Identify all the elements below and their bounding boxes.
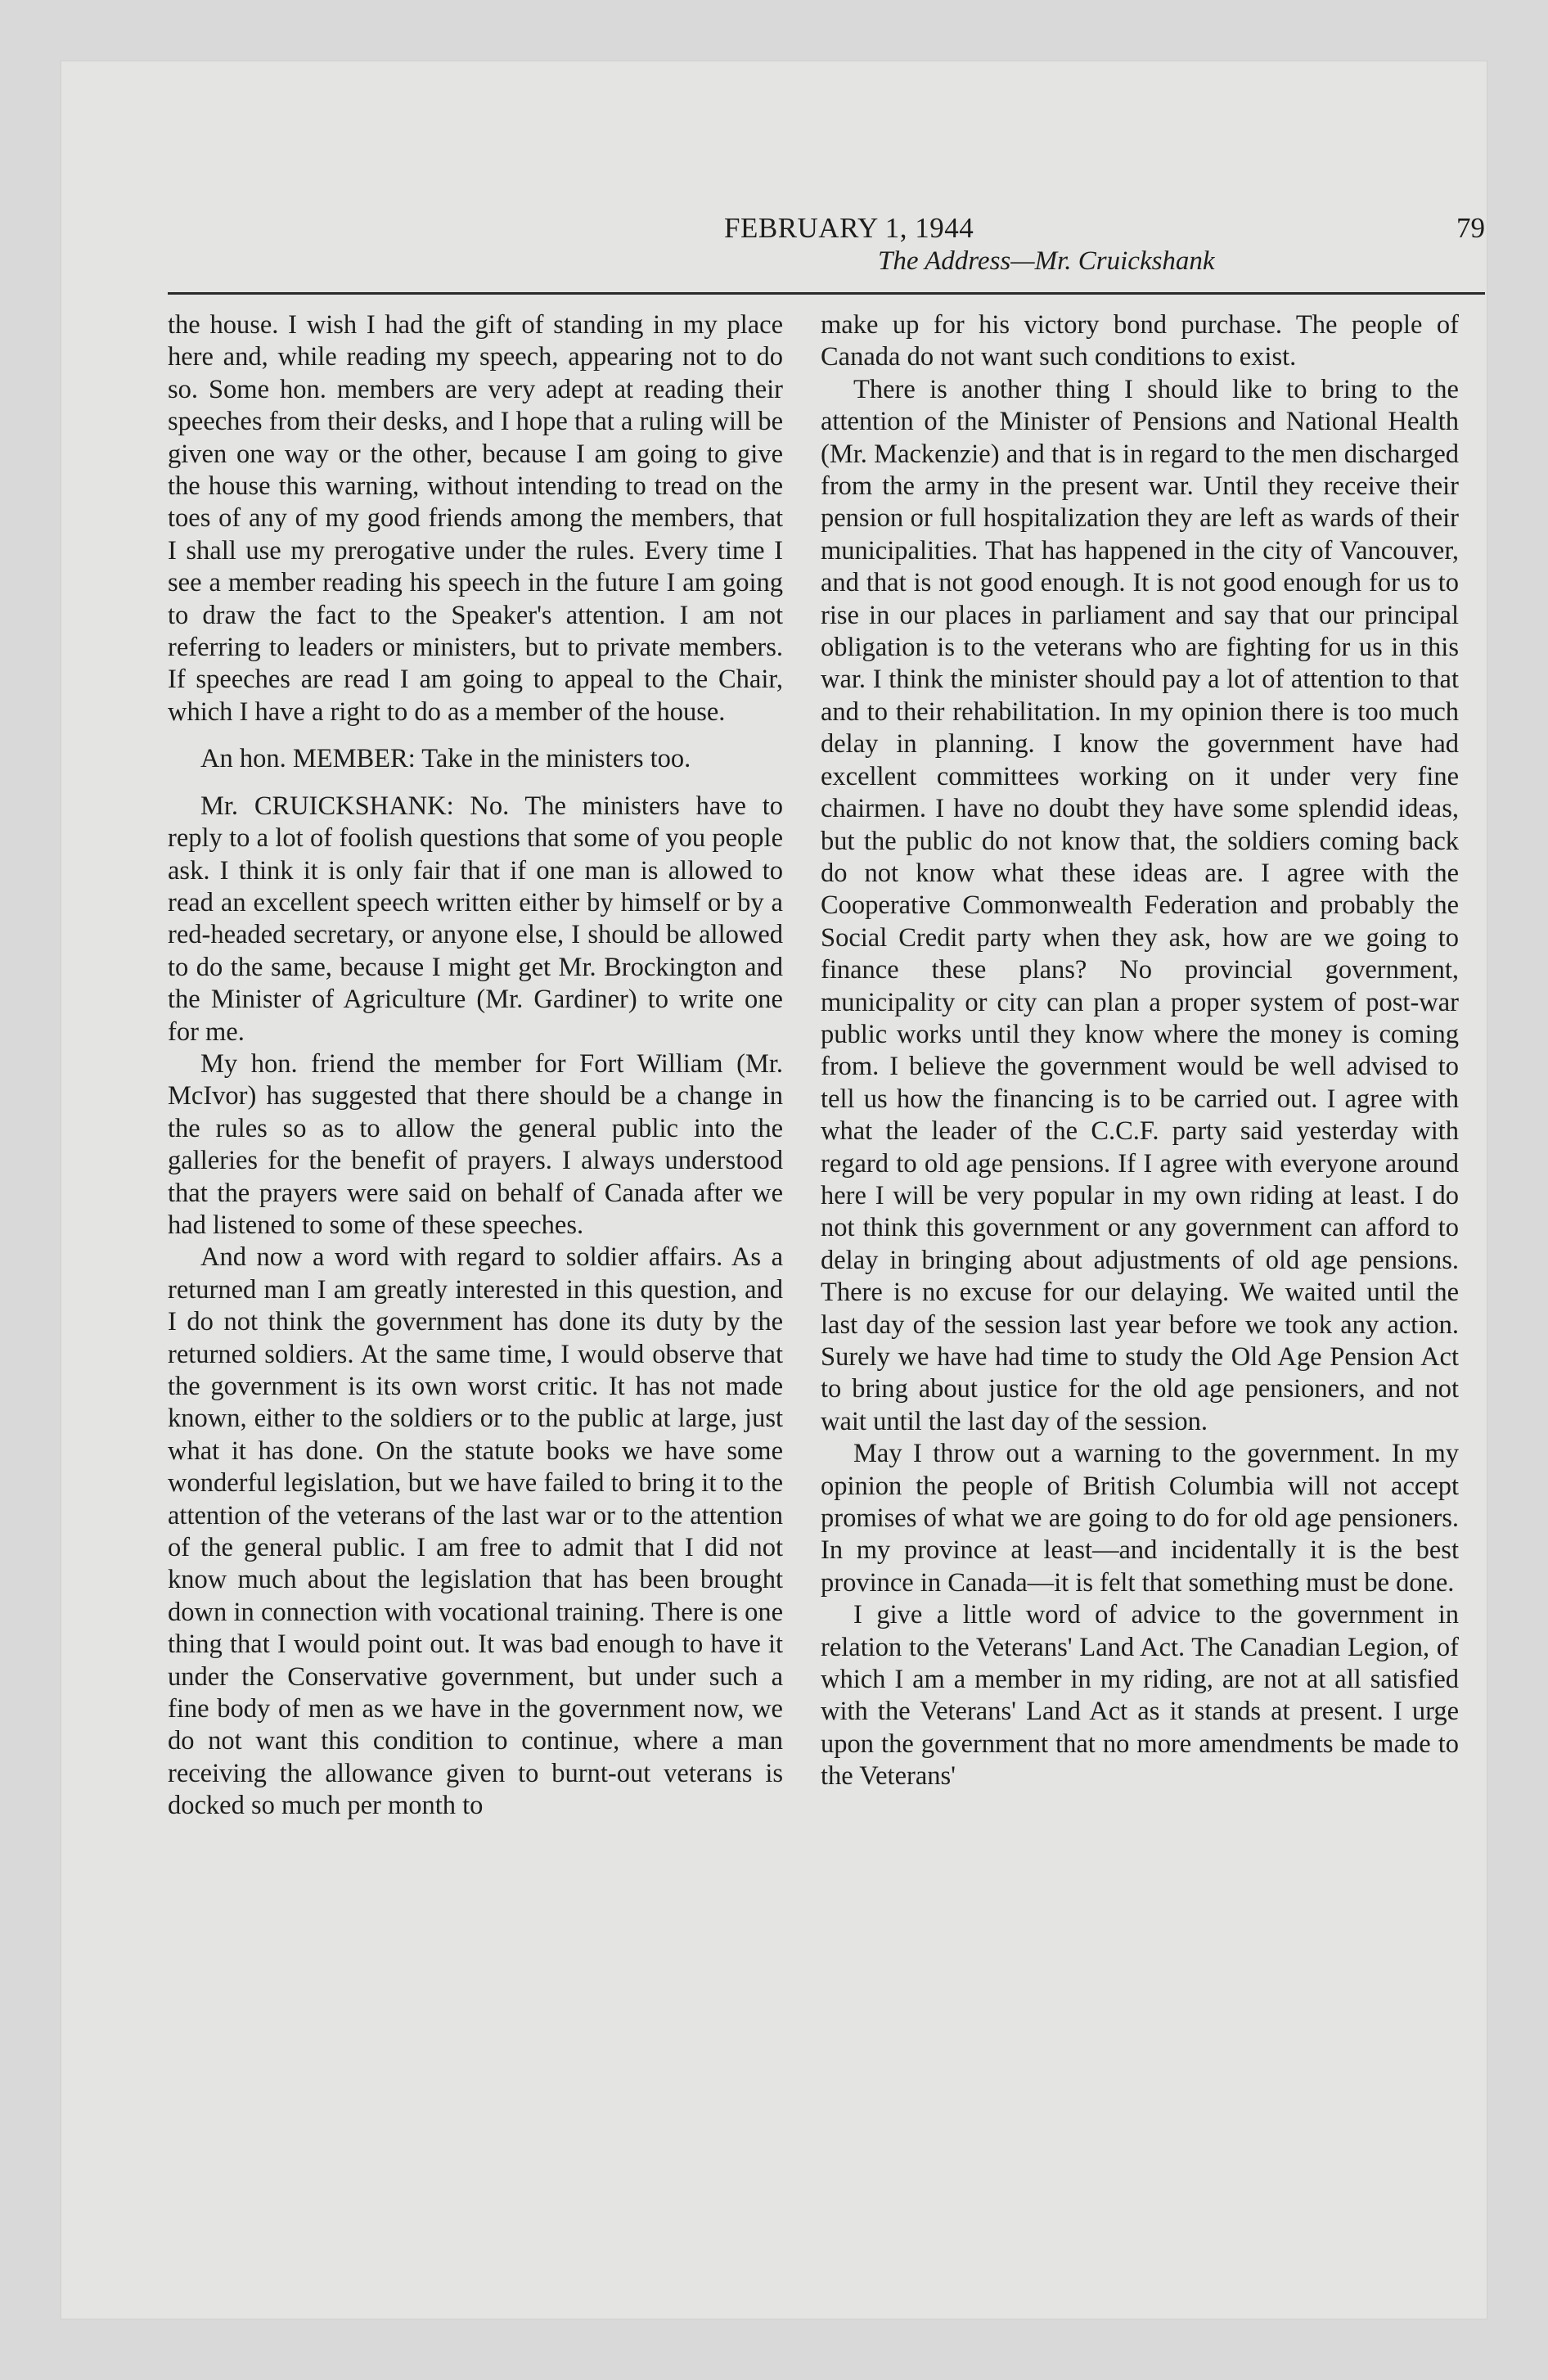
paragraph: the house. I wish I had the gift of standing in my place here and, while reading my speech, appearing not to do so. Some hon. members are very adept at reading their speeches from their desks, and I hope that a ruling will be given one way or the other, because I am going to give the house this warning, without intending to tread on the toes of any of my good friends among the members, that I shall use my prerogative under the rules. Every time I see a member reading his speech in the future I am going to draw the fact to the Speaker's attention. I am not referring to leaders or ministers, but to private members. If speeches are read I am going to appeal to the Chair, which I have a right to do as a member of the house. <box>168 310 783 727</box>
paragraph: And now a word with regard to soldier affairs. As a returned man I am greatly interested in this question, and I do not think the government has done its duty by the returned soldiers. At the same time, I would observe that the government is its own worst critic. It has not made known, either to the soldiers or to the public at large, just what it has done. On the statute books we have some wonderful legislation, but we have failed to bring it to the attention of the veterans of the last war or to the attention of the general public. I am free to admit that I did not know much about the legislation that has been brought down in connection with vocational training. There is one thing that I would point out. It was bad enough to have it under the Conservative government, but under such a fine body of men as we have in the government now, we do not want this condition to continue, where a man receiving the allowance given to burnt-out veterans is docked so much per month to <box>168 1242 783 1821</box>
right-column <box>821 309 1459 1793</box>
paragraph: Mr. CRUICKSHANK: No. The ministers have to reply to a lot of foolish questions that some of you people ask. I think it is only fair that if one man is allowed to read an excellent speech written either by himself or by a red-headed secretary, or anyone else, I should be allowed to do the same, because I might get Mr. Brockington and the Minister of Agriculture (Mr. Gardiner) to write one for me. <box>168 791 783 1047</box>
header-date: FEBRUARY 1, 1944 <box>724 212 974 244</box>
paragraph: I give a little word of advice to the government in relation to the Veterans' Land Act. The Canadian Legion, of which I am a member in my riding, are not at all satisfied with the Veterans' Land Act as it stands at present. I urge upon the government that no more amendments be made to the Veterans' <box>821 1600 1459 1792</box>
page-header <box>168 146 1485 294</box>
running-title: The Address—Mr. Cruickshank <box>878 246 1215 276</box>
paragraph: May I throw out a warning to the government. In my opinion the people of British Columbia will not accept promises of what we are going to do for old age pensioners. In my province at least—and incidentally it is the best province in Canada—it is felt that something must be done. <box>821 1439 1459 1598</box>
left-column <box>168 309 783 1823</box>
paragraph: There is another thing I should like to bring to the attention of the Minister of Pensions and National Health (Mr. Mackenzie) and that is in regard to the men discharged from the army in the present war. Until they receive their pension or full hospitalization they are left as wards of their municipalities. That has happened in the city of Vancouver, and that is not good enough. It is not good enough for us to rise in our places in parliament and say that our principal obligation is to the veterans who are fighting for us in this war. I think the minister should pay a lot of attention to that and to their rehabilitation. In my opinion there is too much delay in planning. I know the government have had excellent committees working on it under very fine chairmen. I have no doubt they have some splendid ideas, but the public do not know that, the soldiers coming back do not know what these ideas are. I agree with the Cooperative Commonwealth Federation and probably the Social Credit party when they ask, how are we going to finance these plans? No provincial government, municipality or city can plan a proper system of post-war public works until they know where the money is coming from. I believe the government would be well advised to tell us how the financing is to be carried out. I agree with what the leader of the C.C.F. party said yesterday with regard to old age pensions. If I agree with everyone around here I will be very popular in my own riding at least. I do not think this government or any government can afford to delay in bringing about adjustments of old age pensions. There is no excuse for our delaying. We waited until the last day of the session last year before we took any action. Surely we have had time to study the Old Age Pension Act to bring about justice for the old age pensioners, and not wait until the last day of the session. <box>821 374 1459 1436</box>
page-number: 79 <box>1456 212 1485 244</box>
document-page <box>61 61 1487 2319</box>
header-rule <box>168 292 1485 295</box>
paragraph: An hon. MEMBER: Take in the ministers too. <box>200 744 691 774</box>
paragraph: My hon. friend the member for Fort William (Mr. McIvor) has suggested that there should be a change in the rules so as to allow the general public into the galleries for the benefit of prayers. I always understood that the prayers were said on behalf of Canada after we had listened to some of these speeches. <box>168 1048 783 1240</box>
paragraph: make up for his victory bond purchase. The people of Canada do not want such conditions to exist. <box>821 310 1459 372</box>
